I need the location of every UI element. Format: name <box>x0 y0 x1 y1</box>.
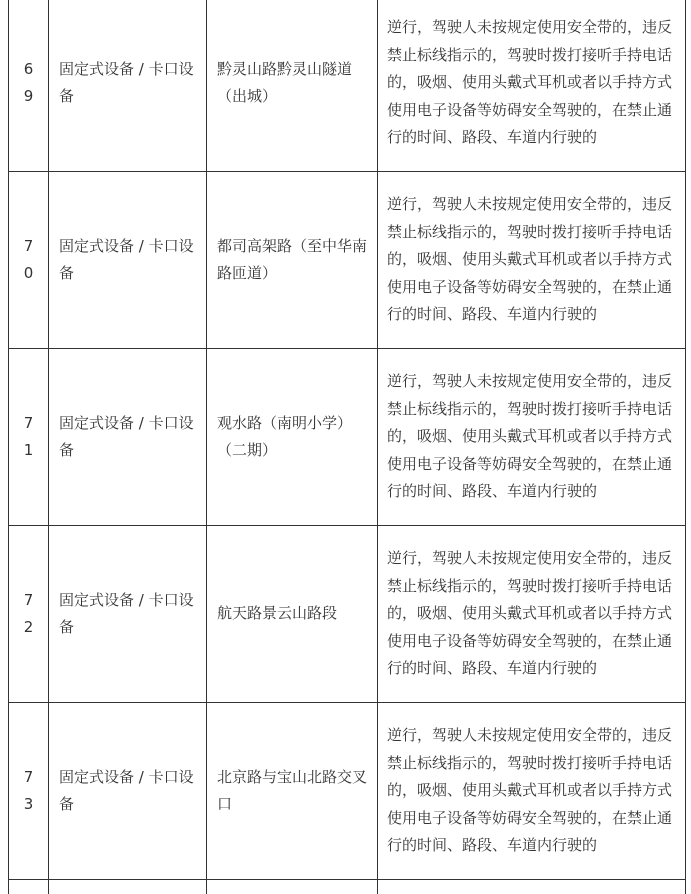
device-type-cell: 固定式设备 / 卡口设备 <box>49 526 207 703</box>
location-cell: 观水路（南明小学）（二期） <box>207 349 378 526</box>
row-number-digit: 7 <box>23 236 34 255</box>
row-number-digit: 3 <box>23 795 34 813</box>
row-number-digit: 9 <box>23 87 34 105</box>
table-row <box>9 172 686 349</box>
table-row-partial <box>9 880 686 894</box>
violation-cell: 逆行，驾驶人未按规定使用安全带的，违反禁止标线指示的，驾驶时拨打接听手持电话的，吸烟、使用头戴式耳机或者以手持方式使用电子设备等妨碍安全驾驶的，在禁止通行的时间、路段、车道内行驶的 <box>378 703 686 880</box>
row-number-cell <box>9 172 49 349</box>
violation-cell: 逆行，驾驶人未按规定使用安全带的，违反禁止标线指示的，驾驶时拨打接听手持电话的，吸烟、使用头戴式耳机或者以手持方式使用电子设备等妨碍安全驾驶的，在禁止通行的时间、路段、车道内行驶的 <box>378 349 686 526</box>
row-number-cell <box>9 526 49 703</box>
table-row <box>9 0 686 172</box>
violation-cell: 逆行，驾驶人未按规定使用安全带的，违反禁止标线指示的，驾驶时拨打接听手持电话的，吸烟、使用头戴式耳机或者以手持方式使用电子设备等妨碍安全驾驶的，在禁止通行的时间、路段、车道内行驶的 <box>378 526 686 703</box>
device-type-cell: 固定式设备 / 卡口设备 <box>49 349 207 526</box>
row-number-digit: 7 <box>23 590 34 609</box>
table-row <box>9 526 686 703</box>
row-number-cell <box>9 349 49 526</box>
location-cell: 航天路景云山路段 <box>207 526 378 703</box>
location-cell: 都司高架路（至中华南路匝道） <box>207 172 378 349</box>
empty-cell <box>378 880 686 894</box>
violation-cell: 逆行，驾驶人未按规定使用安全带的，违反禁止标线指示的，驾驶时拨打接听手持电话的，吸烟、使用头戴式耳机或者以手持方式使用电子设备等妨碍安全驾驶的，在禁止通行的时间、路段、车道内行驶的 <box>378 0 686 172</box>
enforcement-device-table <box>8 0 686 894</box>
table-row <box>9 703 686 880</box>
empty-cell <box>207 880 378 894</box>
location-cell: 黔灵山路黔灵山隧道（出城） <box>207 0 378 172</box>
row-number-cell <box>9 0 49 172</box>
row-number-digit: 6 <box>23 59 34 78</box>
row-number-digit: 2 <box>23 618 34 636</box>
empty-cell <box>9 880 49 894</box>
device-type-cell: 固定式设备 / 卡口设备 <box>49 172 207 349</box>
location-cell: 北京路与宝山北路交叉口 <box>207 703 378 880</box>
row-number-digit: 0 <box>23 264 34 282</box>
row-number-digit: 7 <box>23 767 34 786</box>
table-row <box>9 349 686 526</box>
device-type-cell: 固定式设备 / 卡口设备 <box>49 0 207 172</box>
device-type-cell: 固定式设备 / 卡口设备 <box>49 703 207 880</box>
violation-cell: 逆行，驾驶人未按规定使用安全带的，违反禁止标线指示的，驾驶时拨打接听手持电话的，吸烟、使用头戴式耳机或者以手持方式使用电子设备等妨碍安全驾驶的，在禁止通行的时间、路段、车道内行驶的 <box>378 172 686 349</box>
empty-cell <box>49 880 207 894</box>
table-body <box>9 0 686 894</box>
row-number-cell <box>9 703 49 880</box>
row-number-digit: 7 <box>23 413 34 432</box>
row-number-digit: 1 <box>23 441 34 459</box>
